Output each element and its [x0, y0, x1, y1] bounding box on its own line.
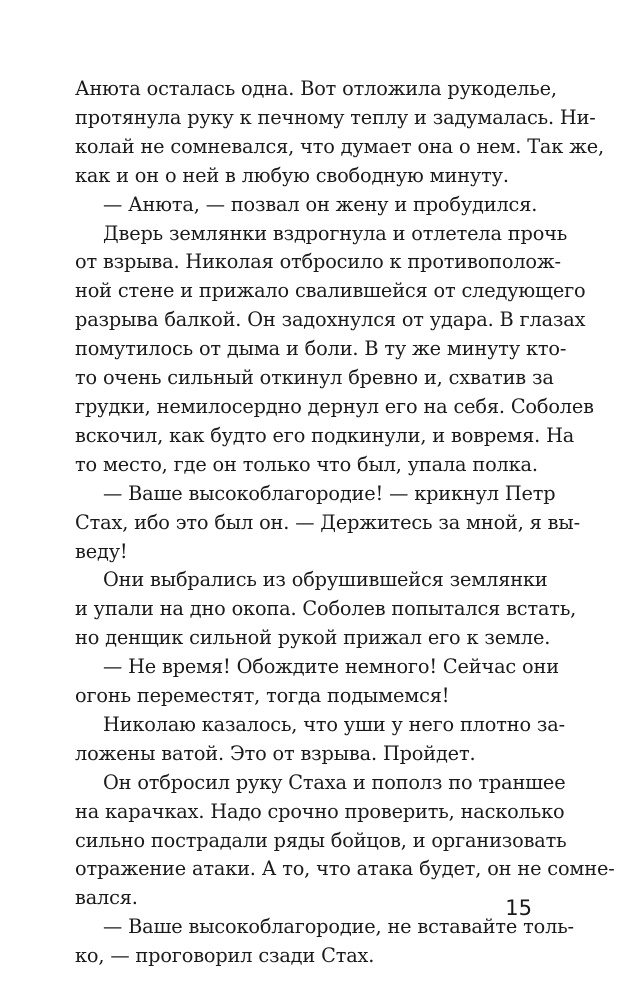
text-line: разрыва балкой. Он задохнулся от удара. В глазах — [75, 308, 586, 332]
text-line: то очень сильный откинул бревно и, схватив за — [75, 366, 554, 390]
paragraph — [75, 191, 538, 220]
text-line: грудки, немилосердно дернул его на себя. Соболев — [75, 394, 594, 418]
text-line: — Ваше высокоблагородие! — крикнул Петр — [103, 481, 556, 505]
paragraph — [75, 566, 577, 653]
text-line: отражение атаки. А то, что атака будет, он не сомне- — [75, 857, 615, 881]
text-line: — Не время! Обождите немного! Сейчас они — [103, 655, 559, 679]
paragraph — [75, 769, 615, 914]
text-line: помутилось от дыма и боли. В ту же минуту кто- — [75, 337, 567, 361]
paragraph — [75, 75, 604, 191]
paragraph — [75, 913, 574, 971]
text-line: ко, — проговорил сзади Стах. — [75, 944, 375, 968]
body-text — [75, 75, 615, 971]
text-line: Николаю казалось, что уши у него плотно за- — [103, 712, 565, 736]
text-line: колай не сомневался, что думает она о нем. Так же, — [75, 134, 604, 158]
text-line: но денщик сильной рукой прижал его к земле. — [75, 626, 551, 650]
text-line: и упали на дно окопа. Соболев попытался встать, — [75, 597, 577, 621]
text-line: протянула руку к печному теплу и задумалась. Ни- — [75, 105, 596, 129]
text-line: сильно пострадали ряды бойцов, и организовать — [75, 828, 567, 852]
text-line: веду! — [75, 539, 128, 563]
text-line: Анюта осталась одна. Вот отложила рукоделье, — [75, 77, 557, 100]
text-line: как и он о ней в любую свободную минуту. — [75, 163, 509, 187]
text-line: Стах, ибо это был он. — Держитесь за мной, я вы- — [75, 510, 580, 534]
text-line: ложены ватой. Это от взрыва. Пройдет. — [75, 741, 476, 765]
text-line: то место, где он только что был, упала полка. — [75, 452, 538, 476]
text-line: от взрыва. Николая отбросило к противополож- — [75, 250, 561, 274]
text-line: Он отбросил руку Стаха и пополз по траншее — [103, 770, 566, 794]
page-number: 15 — [505, 896, 532, 920]
text-line: вскочил, как будто его подкинули, и вовремя. На — [75, 423, 575, 447]
paragraph — [75, 220, 594, 480]
paragraph — [75, 480, 580, 567]
text-line: — Анюта, — позвал он жену и пробудился. — [103, 192, 538, 216]
text-line: вался. — [75, 886, 138, 910]
text-line: Они выбрались из обрушившейся землянки — [103, 568, 548, 592]
text-line: — Ваше высокоблагородие, не вставайте толь- — [103, 915, 574, 939]
paragraph — [75, 653, 559, 711]
text-line: огонь переместят, тогда подымемся! — [75, 684, 450, 708]
text-line: ной стене и прижало свалившейся от следующего — [75, 279, 586, 303]
paragraph — [75, 711, 565, 769]
text-line: на карачках. Надо срочно проверить, насколько — [75, 799, 565, 823]
text-line: Дверь землянки вздрогнула и отлетела прочь — [103, 221, 568, 245]
